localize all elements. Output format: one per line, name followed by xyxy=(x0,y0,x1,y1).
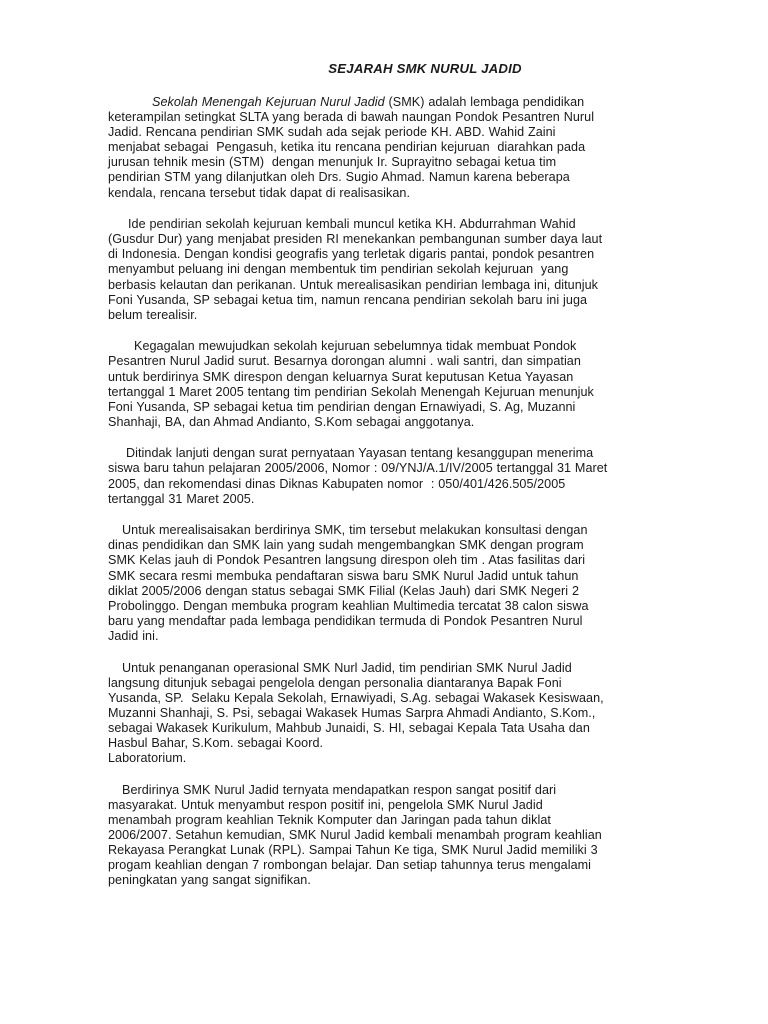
paragraph-line: kendala, rencana tersebut tidak dapat di realisasikan. xyxy=(108,185,411,200)
paragraph-2 xyxy=(108,217,708,323)
paragraph-line: belum terealisir. xyxy=(108,307,198,322)
paragraph-line: Hasbul Bahar, S.Kom. sebagai Koord. xyxy=(108,735,324,750)
paragraph-line: Pesantren Nurul Jadid surut. Besarnya dorongan alumni . wali santri, dan simpatian xyxy=(108,354,581,369)
paragraph-line: peningkatan yang sangat signifikan. xyxy=(108,873,311,888)
paragraph-line: Kegagalan mewujudkan sekolah kejuruan sebelumnya tidak membuat Pondok xyxy=(134,339,577,354)
document-body xyxy=(108,95,708,905)
paragraph-line: diklat 2005/2006 dengan status sebagai SMK Filial (Kelas Jauh) dari SMK Negeri 2 xyxy=(108,583,580,598)
paragraph-line: jurusan tehnik mesin (STM) dengan menunjuk Ir. Suprayitno sebagai ketua tim xyxy=(108,155,557,170)
paragraph-line: tertanggal 31 Maret 2005. xyxy=(108,491,255,506)
paragraph-1 xyxy=(108,95,708,201)
paragraph-line: Berdirinya SMK Nurul Jadid ternyata mendapatkan respon sangat positif dari xyxy=(122,782,557,797)
paragraph-line: menambah program keahlian Teknik Komputer dan Jaringan pada tahun diklat xyxy=(108,812,551,827)
paragraph-line xyxy=(108,95,708,110)
paragraph-line: Untuk merealisaisakan berdirinya SMK, tim tersebut melakukan konsultasi dengan xyxy=(122,523,588,538)
paragraph-line: progam keahlian dengan 7 rombongan belajar. Dan setiap tahunnya terus mengalami xyxy=(108,858,592,873)
paragraph-line: pendirian STM yang dilanjutkan oleh Drs. Sugio Ahmad. Namun karena beberapa xyxy=(108,170,570,185)
paragraph-line: keterampilan setingkat SLTA yang berada di bawah naungan Pondok Pesantren Nurul xyxy=(108,110,595,125)
paragraph-line: berbasis kelautan dan perikanan. Untuk merealisasikan pendirian lembaga ini, ditunjuk xyxy=(108,277,599,292)
paragraph-4 xyxy=(108,446,708,506)
paragraph-line: menyambut peluang ini dengan membentuk tim pendirian sekolah kejuruan yang xyxy=(108,262,569,277)
paragraph-line: Rekayasa Perangkat Lunak (RPL). Sampai Tahun Ke tiga, SMK Nurul Jadid memiliki 3 xyxy=(108,843,598,858)
paragraph-line: Laboratorium. xyxy=(108,751,187,766)
paragraph-line: SMK Kelas jauh di Pondok Pesantren langsung direspon oleh tim . Atas fasilitas dari xyxy=(108,553,586,568)
paragraph-line: Ide pendirian sekolah kejuruan kembali muncul ketika KH. Abdurrahman Wahid xyxy=(128,217,576,232)
paragraph-line: Untuk penanganan operasional SMK Nurl Jadid, tim pendirian SMK Nurul Jadid xyxy=(122,660,572,675)
paragraph-line-rest: (SMK) adalah lembaga pendidikan xyxy=(384,95,585,109)
paragraph-6 xyxy=(108,661,708,767)
paragraph-line: siswa baru tahun pelajaran 2005/2006, Nomor : 09/YNJ/A.1/IV/2005 tertanggal 31 Maret xyxy=(108,461,608,476)
paragraph-line: sebagai Wakasek Kurikulum, Mahbub Junaidi, S. HI, sebagai Kepala Tata Usaha dan xyxy=(108,720,590,735)
school-name-italic: Sekolah Menengah Kejuruan Nurul Jadid xyxy=(152,95,385,109)
paragraph-line: di Indonesia. Dengan kondisi geografis yang terletak digaris pantai, pondok pesantren xyxy=(108,247,595,262)
paragraph-line: untuk berdirinya SMK direspon dengan keluarnya Surat keputusan Ketua Yayasan xyxy=(108,369,574,384)
paragraph-5 xyxy=(108,523,708,644)
document-title: SEJARAH SMK NURUL JADID xyxy=(328,61,522,76)
paragraph-line: Jadid ini. xyxy=(108,628,159,643)
paragraph-line: Yusanda, SP. Selaku Kepala Sekolah, Ernawiyadi, S.Ag. sebagai Wakasek Kesiswaan, xyxy=(108,690,604,705)
paragraph-line: 2006/2007. Setahun kemudian, SMK Nurul Jadid kembali menambah program keahlian xyxy=(108,827,602,842)
paragraph-line: 2005, dan rekomendasi dinas Diknas Kabupaten nomor : 050/401/426.505/2005 xyxy=(108,476,566,491)
paragraph-line: dinas pendidikan dan SMK lain yang sudah mengembangkan SMK dengan program xyxy=(108,538,584,553)
paragraph-line: langsung ditunjuk sebagai pengelola dengan personalia diantaranya Bapak Foni xyxy=(108,675,562,690)
paragraph-3 xyxy=(108,339,708,430)
paragraph-line: menjabat sebagai Pengasuh, ketika itu rencana pendirian kejuruan diarahkan pada xyxy=(108,140,586,155)
paragraph-line: (Gusdur Dur) yang menjabat presiden RI menekankan pembangunan sumber daya laut xyxy=(108,232,603,247)
paragraph-line: Muzanni Shanhaji, S. Psi, sebagai Wakasek Humas Sarpra Ahmadi Andianto, S.Kom., xyxy=(108,705,596,720)
paragraph-line: Ditindak lanjuti dengan surat pernyataan Yayasan tentang kesanggupan menerima xyxy=(126,446,594,461)
paragraph-line: Probolinggo. Dengan membuka program keahlian Multimedia tercatat 38 calon siswa xyxy=(108,598,589,613)
paragraph-line: masyarakat. Untuk menyambut respon positif ini, pengelola SMK Nurul Jadid xyxy=(108,797,543,812)
paragraph-line: SMK secara resmi membuka pendaftaran siswa baru SMK Nurul Jadid untuk tahun xyxy=(108,568,579,583)
paragraph-line: Jadid. Rencana pendirian SMK sudah ada sejak periode KH. ABD. Wahid Zaini xyxy=(108,125,556,140)
paragraph-line: baru yang mendaftar pada lembaga pendidikan termuda di Pondok Pesantren Nurul xyxy=(108,613,583,628)
paragraph-line: Shanhaji, BA, dan Ahmad Andianto, S.Kom sebagai anggotanya. xyxy=(108,414,475,429)
paragraph-7 xyxy=(108,783,708,889)
paragraph-line: tertanggal 1 Maret 2005 tentang tim pendirian Sekolah Menengah Kejuruan menunjuk xyxy=(108,384,594,399)
paragraph-line: Foni Yusanda, SP sebagai ketua tim, namun rencana pendirian sekolah baru ini juga xyxy=(108,292,588,307)
paragraph-line: Foni Yusanda, SP sebagai ketua tim pendirian dengan Ernawiyadi, S. Ag, Muzanni xyxy=(108,399,576,414)
